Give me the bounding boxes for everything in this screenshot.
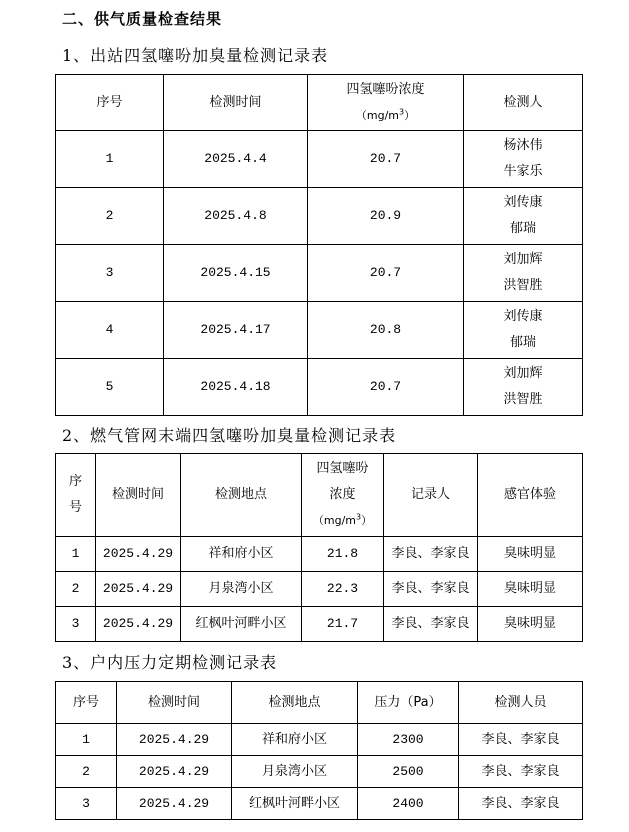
table3-title: 3、户内压力定期检测记录表 <box>62 653 278 672</box>
cell-concentration: 22.3 <box>302 572 384 607</box>
cell-inspectors: 刘加辉 洪智胜 <box>464 359 583 416</box>
cell-place: 祥和府小区 <box>232 724 358 756</box>
cell-time: 2025.4.29 <box>117 756 232 788</box>
cell-time: 2025.4.29 <box>96 537 181 572</box>
table-row <box>56 245 583 302</box>
header-time: 检测时间 <box>117 682 232 724</box>
cell-no: 2 <box>56 188 164 245</box>
header-concentration: 四氢噻吩 浓度 $(mg/m^3)$ <box>302 454 384 537</box>
cell-concentration: 21.8 <box>302 537 384 572</box>
cell-no: 2 <box>56 572 96 607</box>
table-header-row <box>56 454 583 537</box>
cell-time: 2025.4.29 <box>117 724 232 756</box>
cell-no: 1 <box>56 724 117 756</box>
table3-indoor-pressure <box>55 681 583 820</box>
header-inspector: 检测人员 <box>459 682 583 724</box>
header-concentration-unit: $(mg/m^3)$ <box>355 106 416 122</box>
cell-place: 红枫叶河畔小区 <box>232 788 358 820</box>
cell-time: 2025.4.29 <box>117 788 232 820</box>
table-header-row <box>56 682 583 724</box>
header-concentration-label: 四氢噻吩浓度 <box>346 81 425 97</box>
table-row <box>56 537 583 572</box>
cell-inspector: 李良、李家良 <box>459 788 583 820</box>
table1-odorant-station <box>55 74 583 416</box>
header-concentration <box>308 75 464 131</box>
header-pressure: 压力（Pa） <box>358 682 459 724</box>
cell-concentration: 20.8 <box>308 302 464 359</box>
cell-concentration: 20.7 <box>308 131 464 188</box>
table-row <box>56 188 583 245</box>
cell-no: 1 <box>56 537 96 572</box>
header-no: 序号 <box>56 682 117 724</box>
cell-place: 月泉湾小区 <box>232 756 358 788</box>
cell-concentration: 20.7 <box>308 245 464 302</box>
cell-concentration: 21.7 <box>302 607 384 642</box>
cell-no: 5 <box>56 359 164 416</box>
header-sensory: 感官体验 <box>478 454 583 537</box>
cell-no: 3 <box>56 607 96 642</box>
cell-inspector: 李良、李家良 <box>459 724 583 756</box>
cell-place: 月泉湾小区 <box>181 572 302 607</box>
cell-place: 祥和府小区 <box>181 537 302 572</box>
table-row <box>56 724 583 756</box>
section-title: 二、供气质量检查结果 <box>62 10 223 28</box>
cell-no: 2 <box>56 756 117 788</box>
cell-inspectors: 杨沐伟 牛家乐 <box>464 131 583 188</box>
table-row <box>56 131 583 188</box>
header-inspector: 检测人 <box>464 75 583 131</box>
cell-no: 4 <box>56 302 164 359</box>
table-row <box>56 788 583 820</box>
table2-title: 2、燃气管网末端四氢噻吩加臭量检测记录表 <box>62 426 397 445</box>
cell-time: 2025.4.15 <box>164 245 308 302</box>
cell-sensory: 臭味明显 <box>478 607 583 642</box>
header-time: 检测时间 <box>96 454 181 537</box>
cell-pressure: 2500 <box>358 756 459 788</box>
cell-no: 3 <box>56 245 164 302</box>
cell-recorder: 李良、李家良 <box>384 607 478 642</box>
cell-time: 2025.4.29 <box>96 572 181 607</box>
cell-recorder: 李良、李家良 <box>384 537 478 572</box>
cell-place: 红枫叶河畔小区 <box>181 607 302 642</box>
cell-no: 3 <box>56 788 117 820</box>
cell-inspectors: 刘加辉 洪智胜 <box>464 245 583 302</box>
cell-no: 1 <box>56 131 164 188</box>
header-recorder: 记录人 <box>384 454 478 537</box>
table-header-row <box>56 75 583 131</box>
cell-inspectors: 刘传康 郁瑞 <box>464 188 583 245</box>
header-time: 检测时间 <box>164 75 308 131</box>
cell-pressure: 2400 <box>358 788 459 820</box>
cell-concentration: 20.7 <box>308 359 464 416</box>
cell-recorder: 李良、李家良 <box>384 572 478 607</box>
header-no: 序号 <box>56 75 164 131</box>
table-row <box>56 359 583 416</box>
table-row <box>56 607 583 642</box>
header-place: 检测地点 <box>181 454 302 537</box>
cell-inspector: 李良、李家良 <box>459 756 583 788</box>
cell-inspectors: 刘传康 郁瑞 <box>464 302 583 359</box>
header-no: 序 号 <box>56 454 96 537</box>
table-row <box>56 572 583 607</box>
cell-time: 2025.4.18 <box>164 359 308 416</box>
cell-time: 2025.4.8 <box>164 188 308 245</box>
cell-concentration: 20.9 <box>308 188 464 245</box>
table-row <box>56 756 583 788</box>
cell-sensory: 臭味明显 <box>478 572 583 607</box>
header-place: 检测地点 <box>232 682 358 724</box>
cell-pressure: 2300 <box>358 724 459 756</box>
table1-title: 1、出站四氢噻吩加臭量检测记录表 <box>62 46 329 65</box>
cell-time: 2025.4.4 <box>164 131 308 188</box>
table2-odorant-network-end <box>55 453 583 642</box>
cell-sensory: 臭味明显 <box>478 537 583 572</box>
table-row <box>56 302 583 359</box>
cell-time: 2025.4.29 <box>96 607 181 642</box>
cell-time: 2025.4.17 <box>164 302 308 359</box>
